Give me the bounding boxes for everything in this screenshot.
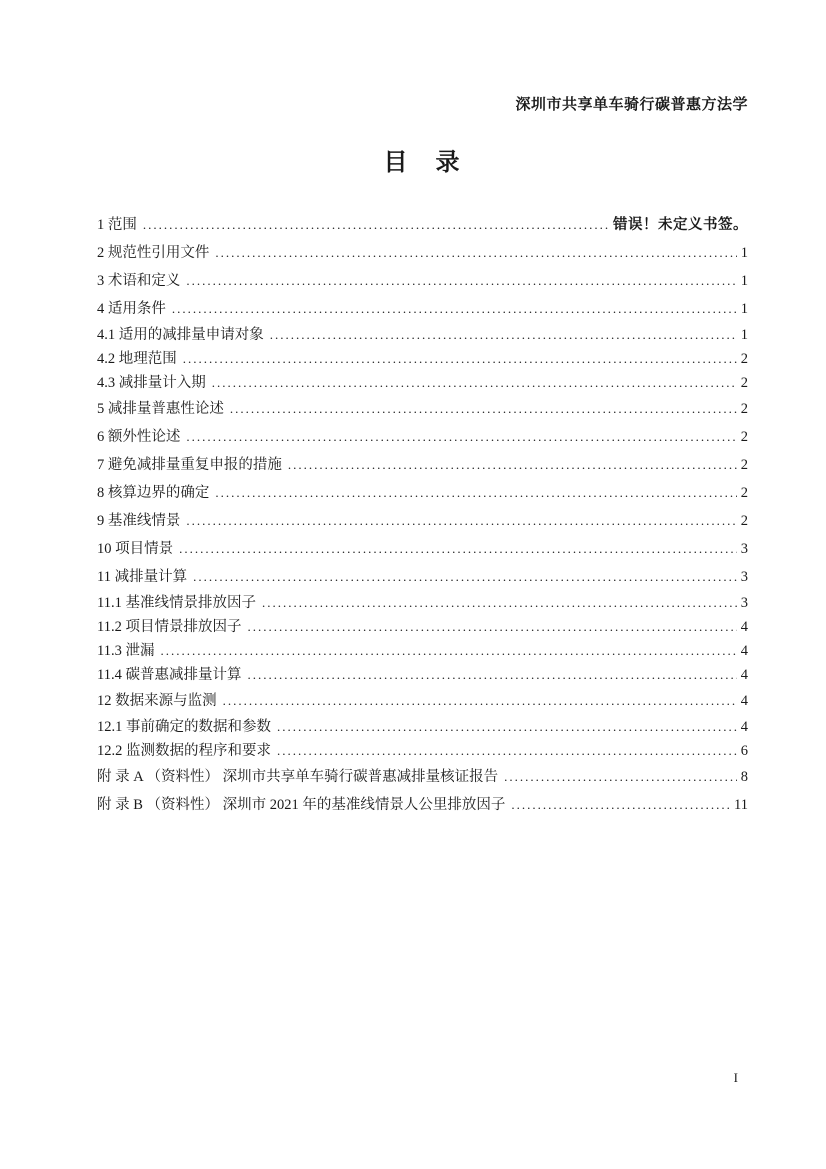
toc-entry[interactable] <box>97 347 748 371</box>
toc-entry-page: 3 <box>740 595 748 611</box>
toc-entry-page: 4 <box>740 667 748 683</box>
toc-entry-label: 11.2 项目情景排放因子 <box>97 619 242 635</box>
toc-entry-label: 4 适用条件 <box>97 301 166 317</box>
dot-leader <box>277 715 737 738</box>
toc-entry-label: 12.2 监测数据的程序和要求 <box>97 743 271 759</box>
running-header: 深圳市共享单车骑行碳普惠方法学 <box>515 96 748 113</box>
toc-entry-page: 11 <box>734 797 748 813</box>
toc-entry-page: 4 <box>740 693 748 709</box>
toc-entry-label: 5 减排量普惠性论述 <box>97 401 224 417</box>
toc-entry-page: 2 <box>740 485 748 501</box>
table-of-contents <box>97 211 748 819</box>
toc-entry-label: 8 核算边界的确定 <box>97 485 210 501</box>
toc-entry-label: 6 额外性论述 <box>97 429 181 445</box>
dot-leader <box>172 295 737 323</box>
toc-entry-label: 1 范围 <box>97 217 137 233</box>
toc-entry[interactable] <box>97 423 748 451</box>
toc-entry[interactable] <box>97 295 748 323</box>
toc-entry[interactable] <box>97 535 748 563</box>
toc-entry-page: 2 <box>740 351 748 367</box>
toc-entry-page: 8 <box>740 769 748 785</box>
toc-entry-page: 3 <box>740 569 748 585</box>
toc-entry[interactable] <box>97 211 748 239</box>
toc-entry[interactable] <box>97 591 748 615</box>
toc-entry-label: 2 规范性引用文件 <box>97 245 210 261</box>
toc-entry-page: 2 <box>740 457 748 473</box>
toc-entry[interactable] <box>97 615 748 639</box>
toc-entry-page: 2 <box>740 375 748 391</box>
toc-entry-page: 1 <box>740 301 748 317</box>
dot-leader <box>143 211 609 239</box>
toc-entry[interactable] <box>97 739 748 763</box>
toc-entry[interactable] <box>97 639 748 663</box>
dot-leader <box>504 763 737 791</box>
dot-leader <box>215 239 736 267</box>
dot-leader <box>511 791 730 819</box>
toc-entry[interactable] <box>97 563 748 591</box>
dot-leader <box>193 563 737 591</box>
toc-entry[interactable] <box>97 715 748 739</box>
dot-leader <box>179 535 737 563</box>
toc-entry-label: 7 避免减排量重复申报的措施 <box>97 457 282 473</box>
toc-entry[interactable] <box>97 791 748 819</box>
toc-entry-page: 错误！未定义书签。 <box>613 217 748 233</box>
toc-entry[interactable] <box>97 267 748 295</box>
toc-entry-label: 4.3 减排量计入期 <box>97 375 206 391</box>
toc-entry-page: 1 <box>740 245 748 261</box>
dot-leader <box>288 451 737 479</box>
toc-entry-label: 附 录 A （资料性） 深圳市共享单车骑行碳普惠减排量核证报告 <box>97 769 499 785</box>
dot-leader <box>230 395 737 423</box>
toc-entry-page: 6 <box>740 743 748 759</box>
toc-entry-page: 4 <box>740 643 748 659</box>
toc-entry-page: 4 <box>740 619 748 635</box>
page-title: 目 录 <box>383 149 462 176</box>
dot-leader <box>270 323 737 346</box>
dot-leader <box>160 639 736 662</box>
dot-leader <box>186 267 736 295</box>
toc-entry-label: 12 数据来源与监测 <box>97 693 217 709</box>
toc-entry[interactable] <box>97 451 748 479</box>
toc-entry-label: 11.1 基准线情景排放因子 <box>97 595 256 611</box>
toc-entry-label: 12.1 事前确定的数据和参数 <box>97 719 271 735</box>
toc-entry-label: 11.3 泄漏 <box>97 643 155 659</box>
toc-entry[interactable] <box>97 479 748 507</box>
toc-entry-page: 3 <box>740 541 748 557</box>
toc-entry[interactable] <box>97 687 748 715</box>
toc-entry[interactable] <box>97 507 748 535</box>
toc-entry-label: 11 减排量计算 <box>97 569 188 585</box>
toc-entry-page: 1 <box>740 327 748 343</box>
toc-entry[interactable] <box>97 239 748 267</box>
toc-entry-label: 附 录 B （资料性） 深圳市 2021 年的基准线情景人公里排放因子 <box>97 797 506 813</box>
dot-leader <box>277 739 737 762</box>
toc-entry-page: 2 <box>740 401 748 417</box>
toc-entry-page: 1 <box>740 273 748 289</box>
footer-page-number: I <box>733 1070 738 1085</box>
toc-entry-label: 4.1 适用的减排量申请对象 <box>97 327 264 343</box>
dot-leader <box>186 423 736 451</box>
toc-entry-label: 10 项目情景 <box>97 541 174 557</box>
toc-entry-page: 2 <box>740 513 748 529</box>
toc-entry-label: 4.2 地理范围 <box>97 351 177 367</box>
toc-entry-label: 3 术语和定义 <box>97 273 181 289</box>
dot-leader <box>215 479 736 507</box>
dot-leader <box>247 663 736 686</box>
toc-entry[interactable] <box>97 663 748 687</box>
dot-leader <box>183 347 737 370</box>
toc-entry-page: 4 <box>740 719 748 735</box>
toc-entry-page: 2 <box>740 429 748 445</box>
toc-entry-label: 9 基准线情景 <box>97 513 181 529</box>
toc-entry[interactable] <box>97 395 748 423</box>
toc-entry[interactable] <box>97 323 748 347</box>
dot-leader <box>186 507 736 535</box>
toc-entry[interactable] <box>97 763 748 791</box>
dot-leader <box>212 371 737 394</box>
toc-entry-label: 11.4 碳普惠减排量计算 <box>97 667 242 683</box>
dot-leader <box>262 591 737 614</box>
dot-leader <box>223 687 737 715</box>
toc-entry[interactable] <box>97 371 748 395</box>
dot-leader <box>247 615 736 638</box>
